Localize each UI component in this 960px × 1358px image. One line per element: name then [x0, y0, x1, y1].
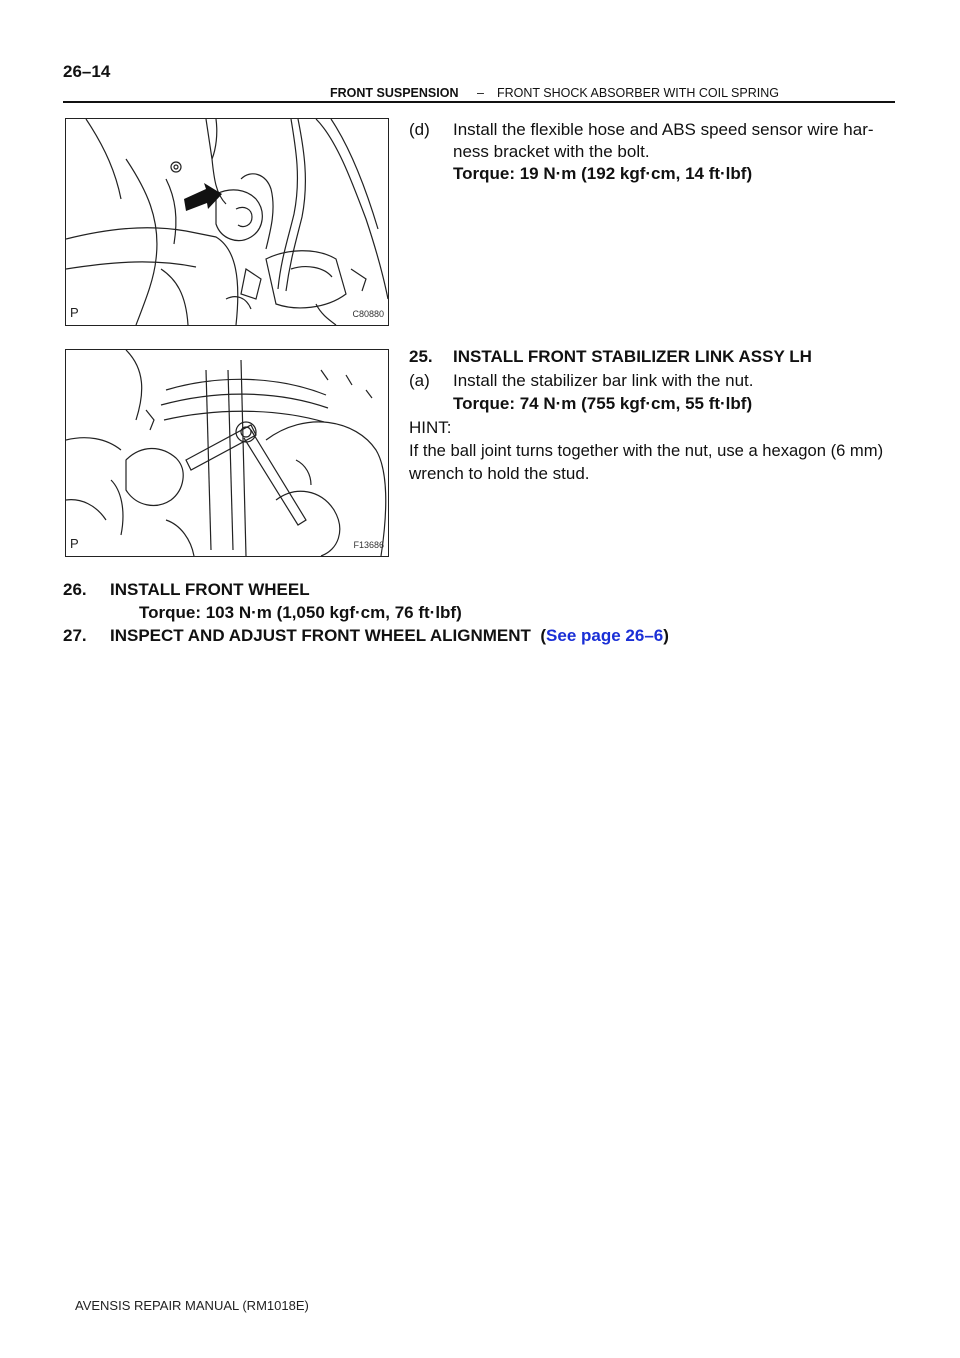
step-25-sub-a-text: Install the stabilizer bar link with the nut.	[453, 371, 754, 390]
step-25-sub-a-marker: (a)	[409, 371, 430, 390]
header-subsection-title: FRONT SHOCK ABSORBER WITH COIL SPRING	[497, 86, 779, 100]
step-27-line	[110, 625, 669, 647]
step-25-number: 25.	[409, 347, 433, 366]
step-d-marker: (d)	[409, 120, 430, 139]
figure-c80880-p-mark: P	[70, 305, 79, 320]
step-d-line2: ness bracket with the bolt.	[453, 142, 650, 161]
footer-manual-title: AVENSIS REPAIR MANUAL (RM1018E)	[75, 1298, 309, 1313]
step-27-paren-close: )	[663, 626, 669, 645]
step-26-number: 26.	[63, 580, 87, 599]
figure-f13686	[65, 349, 389, 557]
step-25-hint-line1: If the ball joint turns together with the nut, use a hexagon (6 mm)	[409, 441, 884, 460]
figure-c80880	[65, 118, 389, 326]
header-rule	[63, 101, 895, 103]
step-27-title: INSPECT AND ADJUST FRONT WHEEL ALIGNMENT	[110, 626, 531, 645]
header-separator: –	[477, 86, 484, 100]
figure-c80880-illustration	[66, 119, 388, 325]
see-page-link[interactable]: See page 26–6	[546, 626, 664, 645]
step-25-torque: Torque: 74 N·m (755 kgf·cm, 55 ft·lbf)	[453, 394, 753, 413]
step-27-paren-open: (	[540, 626, 547, 645]
step-d-torque: Torque: 19 N·m (192 kgf·cm, 14 ft·lbf)	[453, 164, 753, 183]
step-27-number: 27.	[63, 626, 87, 645]
header-section-title: FRONT SUSPENSION	[330, 86, 459, 100]
step-d-line1: Install the flexible hose and ABS speed sensor wire har-	[453, 120, 874, 139]
figure-f13686-illustration	[66, 350, 388, 556]
step-26-torque: Torque: 103 N·m (1,050 kgf·cm, 76 ft·lbf)	[139, 603, 462, 622]
step-25-hint-line2: wrench to hold the stud.	[409, 464, 590, 483]
figure-f13686-p-mark: P	[70, 536, 79, 551]
step-25-hint-label: HINT:	[409, 418, 452, 437]
step-26-title: INSTALL FRONT WHEEL	[110, 580, 310, 599]
figure-f13686-code: F13686	[353, 540, 384, 550]
figure-c80880-code: C80880	[352, 309, 384, 319]
step-25-title: INSTALL FRONT STABILIZER LINK ASSY LH	[453, 347, 812, 366]
page-number: 26–14	[63, 62, 111, 81]
